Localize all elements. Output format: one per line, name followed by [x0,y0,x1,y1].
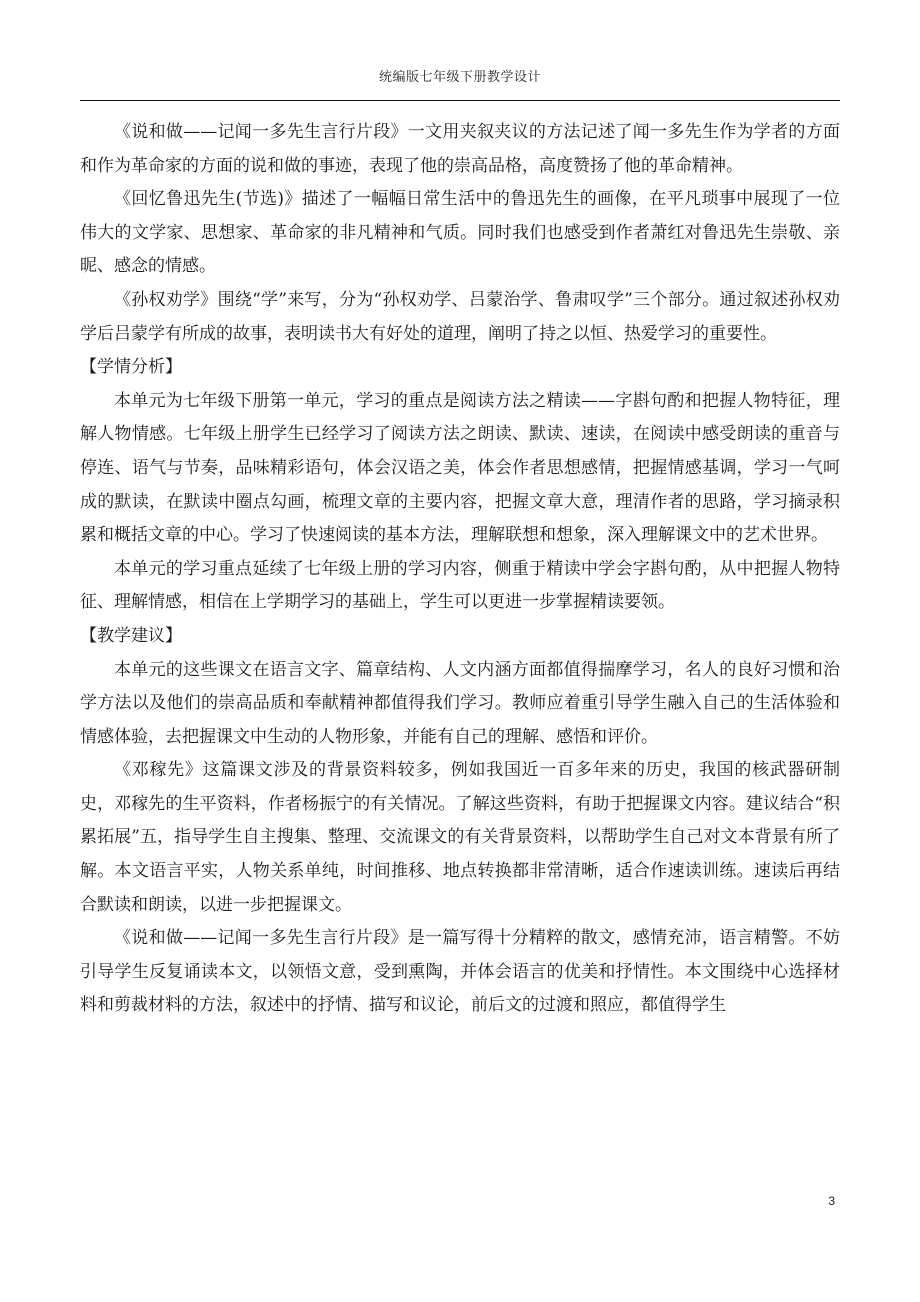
paragraph-lu-xun-summary: 《回忆鲁迅先生(节选)》描述了一幅幅日常生活中的鲁迅先生的画像，在平凡琐事中展现了一位伟大的文学家、思想家、革命家的非凡精神和气质。同时我们也感受到作者萧红对鲁迅先生崇敬、亲昵、感念的情感。 [80,189,840,277]
paragraph-shuo-he-zuo-summary: 《说和做——记闻一多先生言行片段》一文用夹叙夹议的方法记述了闻一多先生作为学者的方面和作为革命家的方面的说和做的事迹，表现了他的崇高品格，高度赞扬了他的革命精神。 [80,122,840,176]
paragraph-sun-quan-summary: 《孙权劝学》围绕“学”来写，分为“孙权劝学、吕蒙治学、鲁肃叹学”三个部分。通过叙述孙权劝学后吕蒙学有所成的故事，表明读书大有好处的道理，阐明了持之以恒、热爱学习的重要性。 [80,289,840,344]
paragraph-teaching-suggestion-1: 本单元的这些课文在语言文字、篇章结构、人文内涵方面都值得揣摩学习，名人的良好习惯和治学方法以及他们的崇高品质和奉献精神都值得我们学习。教师应着重引导学生融入自己的生活体验和情感体验，去把握课文中生动的人物形象，并能有自己的理解、感悟和评价。 [80,659,840,747]
paragraph-student-analysis-1: 本单元为七年级下册第一单元，学习的重点是阅读方法之精读——字斟句酌和把握人物特征，理解人物情感。七年级上册学生已经学习了阅读方法之朗读、默读、速读，在阅读中感受朗读的重音与停连、语气与节奏，品味精彩语句，体会汉语之美，体会作者思想感情，把握情感基调，学习一气呵成的默读，在默读中圈点勾画，梳理文章的主要内容，把握文章大意，理清作者的思路，学习摘录积累和概括文章的中心。学习了快速阅读的基本方法，理解联想和想象，深入理解课文中的艺术世界。 [80,390,840,546]
paragraph-teaching-suggestion-deng-jiaxian: 《邓稼先》这篇课文涉及的背景资料较多，例如我国近一百多年来的历史，我国的核武器研制史，邓稼先的生平资料，作者杨振宁的有关情况。了解这些资料，有助于把握课文内容。建议结合“积累拓展”五，指导学生自主搜集、整理、交流课文的有关背景资料，以帮助学生自己对文本背景有所了解。本文语言平实，人物关系单纯，时间推移、地点转换都非常清晰，适合作速读训练。速读后再结合默读和朗读，以进一步把握课文。 [80,760,840,915]
page-number: 3 [828,1194,835,1208]
paragraph-teaching-suggestion-shuo-he-zuo: 《说和做——记闻一多先生言行片段》是一篇写得十分精粹的散文，感情充沛，语言精警。不妨引导学生反复诵读本文，以领悟文意，受到熏陶，并体会语言的优美和抒情性。本文围绕中心选择材料和剪裁材料的方法，叙述中的抒情、描写和议论，前后文的过渡和照应，都值得学生 [80,928,840,1016]
page-header: 统编版七年级下册教学设计 [378,70,541,85]
section-heading-student-analysis: 【学情分析】 [80,357,182,378]
header-divider [80,100,840,101]
paragraph-student-analysis-2: 本单元的学习重点延续了七年级上册的学习内容，侧重于精读中学会字斟句酌，从中把握人物特征、理解情感，相信在上学期学习的基础上，学生可以更进一步掌握精读要领。 [80,558,840,613]
section-heading-teaching-suggestions: 【教学建议】 [80,625,182,646]
document-body [80,116,840,1023]
